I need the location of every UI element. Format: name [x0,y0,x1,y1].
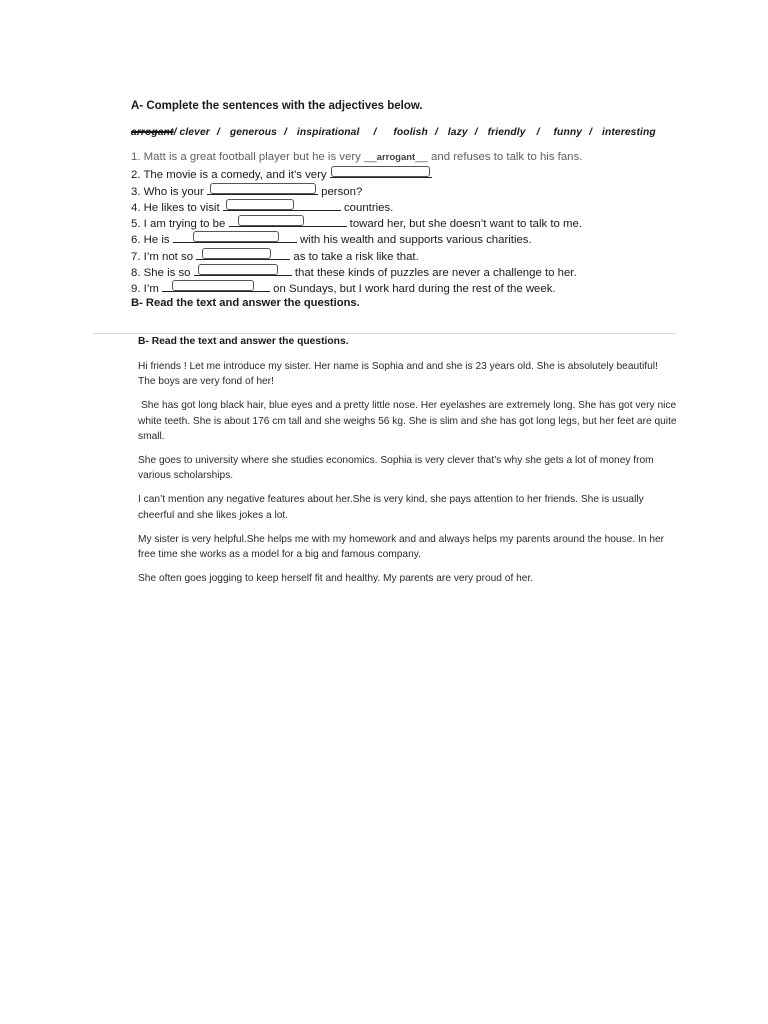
sentence-5: 5. I am trying to be toward her, but she doesn’t want to talk to me. [131,214,691,230]
word-bank-word: foolish [393,127,428,138]
section-b-title: B- Read the text and answer the questions. [138,336,349,347]
word-bank-word: clever [179,127,210,138]
paragraph: My sister is very helpful.She helps me with my homework and and always helps my parents around the house. In her free time she works as a model for a big and famous company. [138,533,665,561]
word-bank-word: interesting [602,127,656,138]
sentence-8: 8. She is so that these kinds of puzzles are never a challenge to her. [131,263,691,279]
word-bank-word: generous [229,127,277,138]
word-bank: arrogant/ clever / generous / inspirational / foolish / lazy / friendly / funny / interesting [131,127,656,138]
word-bank-word: inspirational [296,127,360,138]
sentence-9: 9. I’m on Sundays, but I work hard during the rest of the week. [131,279,691,295]
word-bank-word: funny [553,127,583,138]
word-bank-word: lazy [447,127,468,138]
answer-example: arrogant [376,152,416,163]
word-bank-word: friendly [487,127,526,138]
section-a-title: A- Complete the sentences with the adjectives below. [131,100,423,112]
answer-blank[interactable] [207,182,318,195]
paragraph: She has got long black hair, blue eyes and a pretty little nose. Her eyelashes are extremely long. She has got very nice white teeth. She is about 176 cm tall and she weighs 56 kg. She is slim and she has got long legs, but her feet are quite small. [138,400,677,442]
sentence-2: 2. The movie is a comedy, and it’s very [131,165,691,181]
answer-blank[interactable] [173,230,297,243]
paragraph: She often goes jogging to keep herself fit and healthy. My parents are very proud of her. [138,573,534,585]
paragraph: I can’t mention any negative features about her.She is very kind, she pays attention to her friends. She is usually cheerful and she likes jokes a lot. [138,494,644,521]
section-a [131,100,691,309]
answer-blank[interactable] [330,165,432,178]
sentence-6: 6. He is with his wealth and supports various charities. [131,230,691,246]
section-b [138,336,678,595]
answer-blank[interactable] [196,247,290,260]
sentence-7: 7. I’m not so as to take a risk like that. [131,247,691,263]
section-divider [93,333,676,334]
answer-blank[interactable] [162,279,270,292]
sentence-1: 1. Matt is a great football player but he is very __arrogant__ and refuses to talk to his fans. [131,151,583,163]
answer-blank[interactable] [229,214,347,227]
paragraph: She goes to university where she studies economics. Sophia is very clever that’s why she gets a lot of money from various scholarships. [138,455,654,482]
word-bank-struck-word: arrogant [131,127,174,138]
paragraph: Hi friends ! Let me introduce my sister. Her name is Sophia and and she is 23 years old. She is absolutely beautiful! The boys are very fond of her! [138,361,658,388]
answer-blank[interactable] [194,263,292,276]
sentence-4: 4. He likes to visit countries. [131,198,691,214]
sentence-3: 3. Who is your person? [131,182,691,198]
section-b-heading-top: B- Read the text and answer the questions. [131,296,360,309]
answer-blank[interactable] [223,198,341,211]
